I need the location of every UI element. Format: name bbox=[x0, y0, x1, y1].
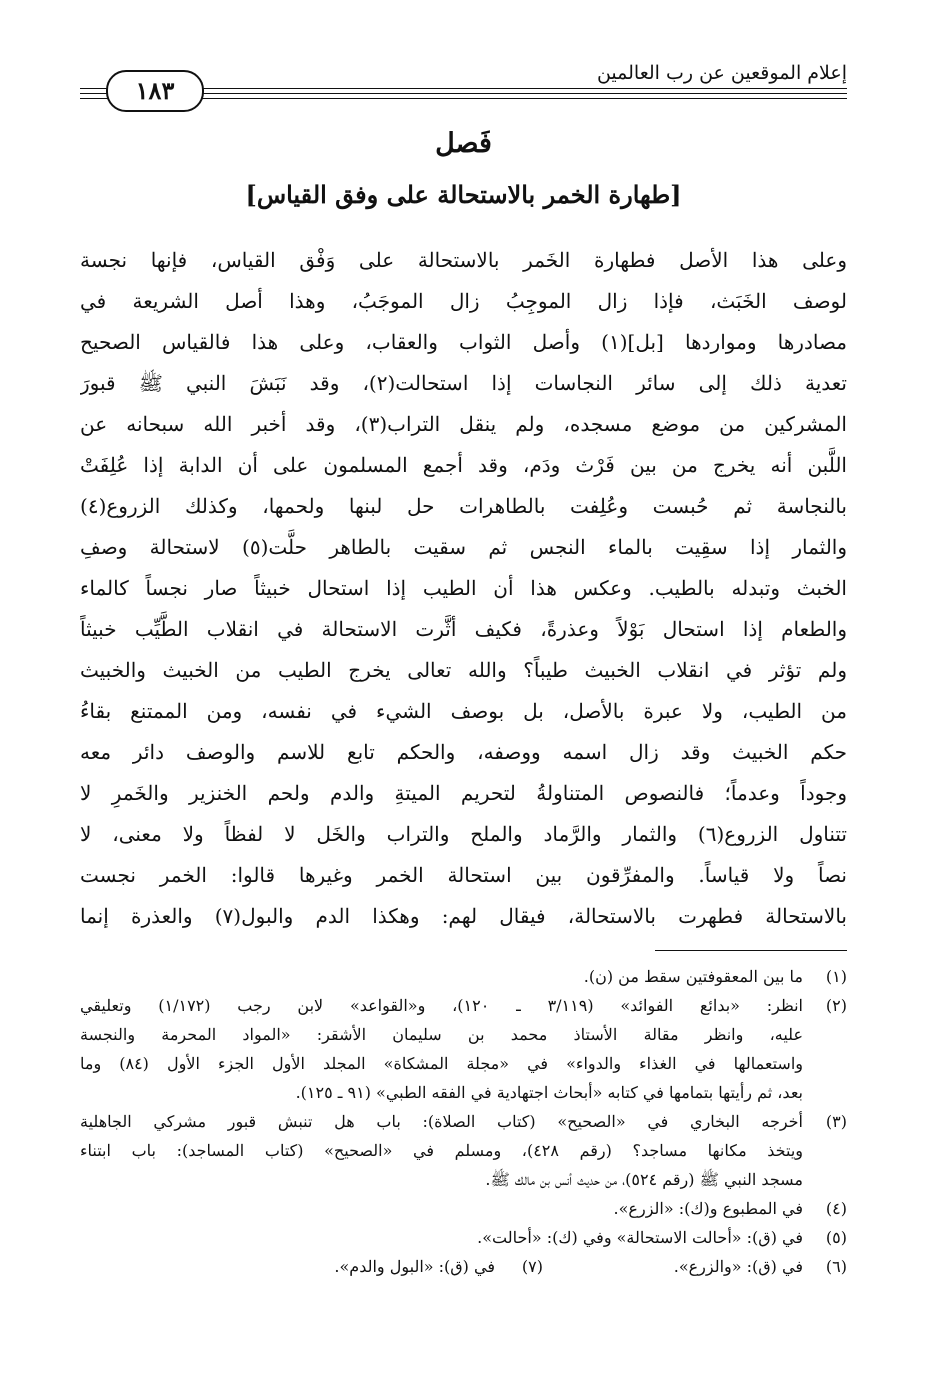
page-number: ١٨٣ bbox=[106, 70, 204, 112]
text-line: تتناول الزروع(٦) والثمار والرَّماد والملح والتراب والخَل لا لفظاً ولا معنى، لا bbox=[80, 822, 847, 846]
text-line: لوصف الخَبَث، فإذا زال الموجِبُ زال الموجَبُ، وهذا أصل الشريعة في bbox=[80, 289, 847, 313]
footnote-separator bbox=[655, 950, 847, 951]
footnote-number: (٤) bbox=[825, 1199, 847, 1218]
text-line: حكم الخبيث وقد زال اسمه ووصفه، والحكم تابع للاسم والوصف دائر معه bbox=[80, 740, 847, 764]
text-line: ولم تؤثر في انقلاب الخبيث طيباً؟ والله تعالى يخرج الطيب من الخبيث والخبيث bbox=[80, 658, 847, 682]
footnotes bbox=[80, 962, 847, 1281]
text-line: المشركين من موضع مسجده، ولم ينقل التراب(٣)، وقد أخبر الله سبحانه عن bbox=[80, 412, 847, 436]
footnote-5 bbox=[80, 1223, 847, 1252]
footnote-text: في (ق): «أحالت الاستحالة» وفي (ك): «أحالت». bbox=[477, 1228, 803, 1247]
footnote-text: مسجد النبي ﷺ (رقم ٥٢٤)، من حديث أنس بن مالك ﷺ. bbox=[485, 1170, 803, 1189]
footnote-1 bbox=[80, 962, 847, 991]
footnote-number: (١) bbox=[825, 967, 847, 986]
footnote-text: أخرجه البخاري في «الصحيح» (كتاب الصلاة): باب هل تنبش قبور مشركي الجاهلية bbox=[80, 1112, 803, 1131]
footnote-text: انظر: «بدائع الفوائد» (٣/١١٩ ـ ١٢٠)، و«القواعد» لابن رجب (١/١٧٢) وتعليقي bbox=[80, 996, 803, 1015]
text-line: تعدية ذلك إلى سائر النجاسات إذا استحالت(٢)، وقد نَبَشَ النبي ﷺ قبورَ bbox=[80, 371, 847, 395]
footnote-text: عليه، وانظر مقالة الأستاذ محمد بن سليمان الأشقر: «المواد المحرمة والنجسة bbox=[80, 1025, 803, 1044]
footnote-3 bbox=[80, 1107, 847, 1194]
footnote-4 bbox=[80, 1194, 847, 1223]
footnote-text: ما بين المعقوفتين سقط من (ن). bbox=[583, 967, 803, 986]
body-text bbox=[80, 240, 847, 937]
text-line: اللَّبن أنه يخرج من بين فَرْث ودَم، وقد أجمع المسلمون على أن الدابة إذا عُلِفَتْ bbox=[80, 453, 847, 477]
footnote-number: (٣) bbox=[825, 1112, 847, 1131]
chapter-title: فَصل bbox=[435, 128, 492, 159]
running-header-title: إعلام الموقعين عن رب العالمين bbox=[596, 62, 847, 84]
text-line: بالاستحالة فطهرت بالاستحالة، فيقال لهم: وهكذا الدم والبول(٧) والعذرة إنما bbox=[80, 904, 847, 928]
footnote-number: (٦) bbox=[825, 1257, 847, 1276]
footnote-number: (٢) bbox=[825, 996, 847, 1015]
footnote-text: ويتخذ مكانها مساجد؟ (رقم ٤٢٨)، ومسلم في «الصحيح» (كتاب المساجد): باب ابتناء bbox=[80, 1141, 803, 1160]
footnote-text: في المطبوع و(ك): «الزرع». bbox=[613, 1199, 803, 1218]
text-line: وعلى هذا الأصل فطهارة الخَمر بالاستحالة على وَفْق القياس، فإنها نجسة bbox=[80, 248, 847, 272]
text-line: والثمار إذا سقِيت بالماء النجس ثم سقيت بالطاهر حلَّت(٥) لاستحالة وصفِ bbox=[80, 535, 847, 559]
footnote-2 bbox=[80, 991, 847, 1107]
text-line: والطعام إذا استحال بَوْلاً وعذرةً، فكيف أثَّرت الاستحالة في انقلاب الطَّيِّب خبيثاً bbox=[80, 617, 847, 641]
footnote-text: بعد، ثم رأيتها بتمامها في كتابه «أبحاث اجتهادية في الفقه الطبي» (٩١ ـ ١٢٥). bbox=[295, 1083, 803, 1102]
text-line: من الطيب، ولا عبرة بالأصل، بل بوصف الشيء في نفسه، ومن الممتنع بقاءُ bbox=[80, 699, 847, 723]
text-line: الخبث وتبدله بالطيب. وعكس هذا أن الطيب إذا استحال خبيثاً صار نجساً كالماء bbox=[80, 576, 847, 600]
footnote-text: في (ق): «البول والدم». bbox=[334, 1257, 495, 1276]
section-title: [طهارة الخمر بالاستحالة على وفق القياس] bbox=[245, 180, 682, 209]
text-line: بالنجاسة ثم حُبست وعُلِفت بالطاهرات حل لبنها ولحمها، وكذلك الزروع(٤) bbox=[80, 494, 847, 518]
footnote-text: في (ق): «والزرع». bbox=[673, 1257, 803, 1276]
text-line: مصادرها ومواردها [بل](١) وأصل الثواب والعقاب، وعلى هذا فالقياس الصحيح bbox=[80, 330, 847, 354]
footnote-6-7 bbox=[80, 1252, 847, 1281]
footnote-text: واستعمالها في الغذاء والدواء» في «مجلة المشكاة» المجلد الأول الجزء الأول (٨٤) وما bbox=[80, 1054, 803, 1073]
text-line: نصاً ولا قياساً. والمفرِّقون بين استحالة الخمر وغيرها قالوا: الخمر نجست bbox=[80, 863, 847, 887]
footnote-number: (٥) bbox=[825, 1228, 847, 1247]
text-line: وجوداً وعدماً؛ فالنصوص المتناولةُ لتحريم الميتةِ والدم ولحم الخنزير والخَمرِ لا bbox=[80, 781, 847, 805]
footnote-number: (٧) bbox=[521, 1257, 543, 1276]
